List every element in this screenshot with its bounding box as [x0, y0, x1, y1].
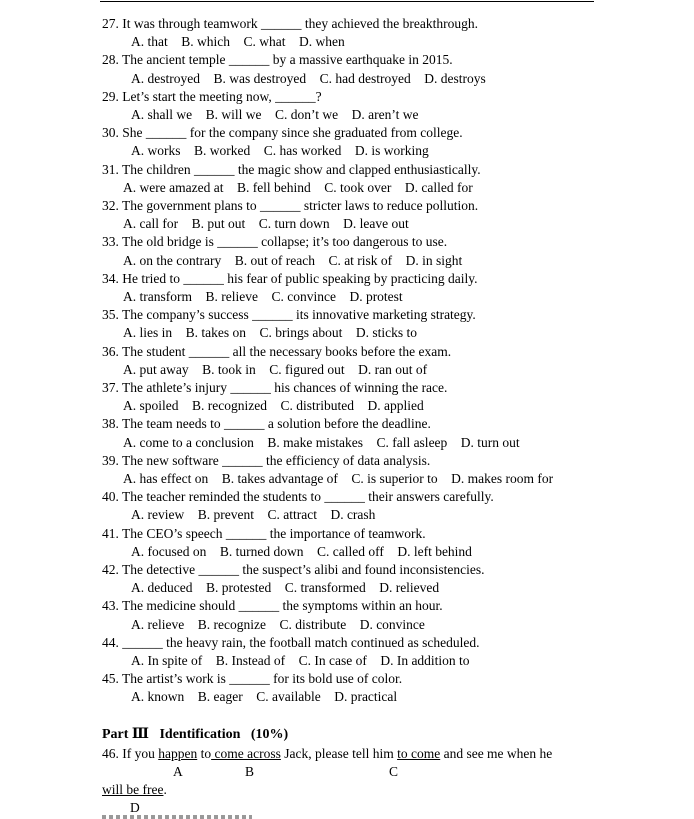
question-stem: 40. The teacher reminded the students to ______ their answers carefully. [102, 489, 494, 505]
question-options: A. on the contrary B. out of reach C. at risk of D. in sight [123, 252, 463, 268]
part-heading: Part Ⅲ Identification (10%) [102, 727, 289, 742]
q46-text: and see me when he [440, 746, 553, 761]
question-options: A. works B. worked C. has worked D. is working [131, 143, 429, 159]
q46-part-a: happen [158, 746, 198, 761]
question-stem: 36. The student ______ all the necessary books before the exam. [102, 343, 452, 359]
q46-text: Jack, please tell him [280, 746, 398, 761]
question-options: A. spoiled B. recognized C. distributed D. applied [123, 398, 424, 414]
question-stem: 34. He tried to ______ his fear of public speaking by practicing daily. [102, 270, 478, 286]
question-46-continued [102, 782, 167, 798]
q46-part-b: come across [211, 746, 281, 761]
question-options: A. come to a conclusion B. make mistakes C. fall asleep D. turn out [123, 434, 520, 450]
question-stem: 32. The government plans to ______ stricter laws to reduce pollution. [102, 198, 479, 213]
question-options: A. deduced B. protested C. transformed D. relieved [131, 580, 440, 596]
question-options: A. put away B. took in C. figured out D. ran out of [123, 361, 428, 377]
question-stem: 42. The detective ______ the suspect’s alibi and found inconsistencies. [102, 562, 485, 577]
question-options: A. review B. prevent C. attract D. crash [131, 507, 376, 523]
question-options: A. call for B. put out C. turn down D. leave out [123, 216, 409, 232]
question-stem: 27. It was through teamwork ______ they achieved the breakthrough. [102, 16, 479, 31]
question-options: A. were amazed at B. fell behind C. took over D. called for [123, 179, 473, 195]
question-stem: 38. The team needs to ______ a solution before the deadline. [102, 416, 431, 432]
q46-part-c: to come [397, 746, 441, 761]
question-options: A. focused on B. turned down C. called off D. left behind [131, 543, 472, 559]
question-stem: 33. The old bridge is ______ collapse; it’s too dangerous to use. [102, 234, 448, 250]
label-a: A [173, 764, 183, 779]
question-stem: 37. The athlete’s injury ______ his chances of winning the race. [102, 380, 448, 395]
question-stem: 41. The CEO’s speech ______ the importance of teamwork. [102, 525, 426, 541]
question-options: A. transform B. relieve C. convince D. protest [123, 289, 403, 304]
question-stem: 43. The medicine should ______ the symptoms within an hour. [102, 598, 443, 614]
question-options: A. known B. eager C. available D. practical [131, 689, 398, 705]
question-stem: 30. She ______ for the company since she graduated from college. [102, 125, 463, 141]
question-options: A. that B. which C. what D. when [131, 34, 345, 50]
cut-off-text [102, 815, 252, 819]
question-stem: 35. The company’s success ______ its innovative marketing strategy. [102, 307, 476, 323]
question-options: A. shall we B. will we C. don’t we D. aren’t we [131, 107, 419, 122]
question-46 [102, 746, 552, 762]
question-stem: 31. The children ______ the magic show and clapped enthusiastically. [102, 161, 481, 177]
question-stem: 45. The artist’s work is ______ for its bold use of color. [102, 671, 403, 687]
q46-number: 46. If you [102, 746, 159, 761]
question-stem: 28. The ancient temple ______ by a massive earthquake in 2015. [102, 52, 453, 68]
q46-text: to [197, 746, 212, 761]
question-options: A. lies in B. takes on C. brings about D. sticks to [123, 325, 417, 341]
question-options: A. destroyed B. was destroyed C. had destroyed D. destroys [131, 70, 486, 86]
label-b: B [245, 764, 255, 779]
question-stem: 44. ______ the heavy rain, the football match continued as scheduled. [102, 634, 480, 650]
question-stem: 29. Let’s start the meeting now, ______? [102, 88, 322, 104]
question-stem: 39. The new software ______ the efficiency of data analysis. [102, 452, 431, 468]
question-options: A. has effect on B. takes advantage of C. is superior to D. makes room for [123, 471, 554, 486]
top-rule [100, 1, 594, 2]
q46-part-d: will be free [102, 782, 164, 797]
label-d: D [130, 800, 140, 815]
question-options: A. In spite of B. Instead of C. In case of D. In addition to [131, 653, 470, 668]
q46-period: . [163, 782, 167, 797]
label-c: C [389, 764, 399, 779]
question-options: A. relieve B. recognize C. distribute D. convince [131, 616, 425, 632]
